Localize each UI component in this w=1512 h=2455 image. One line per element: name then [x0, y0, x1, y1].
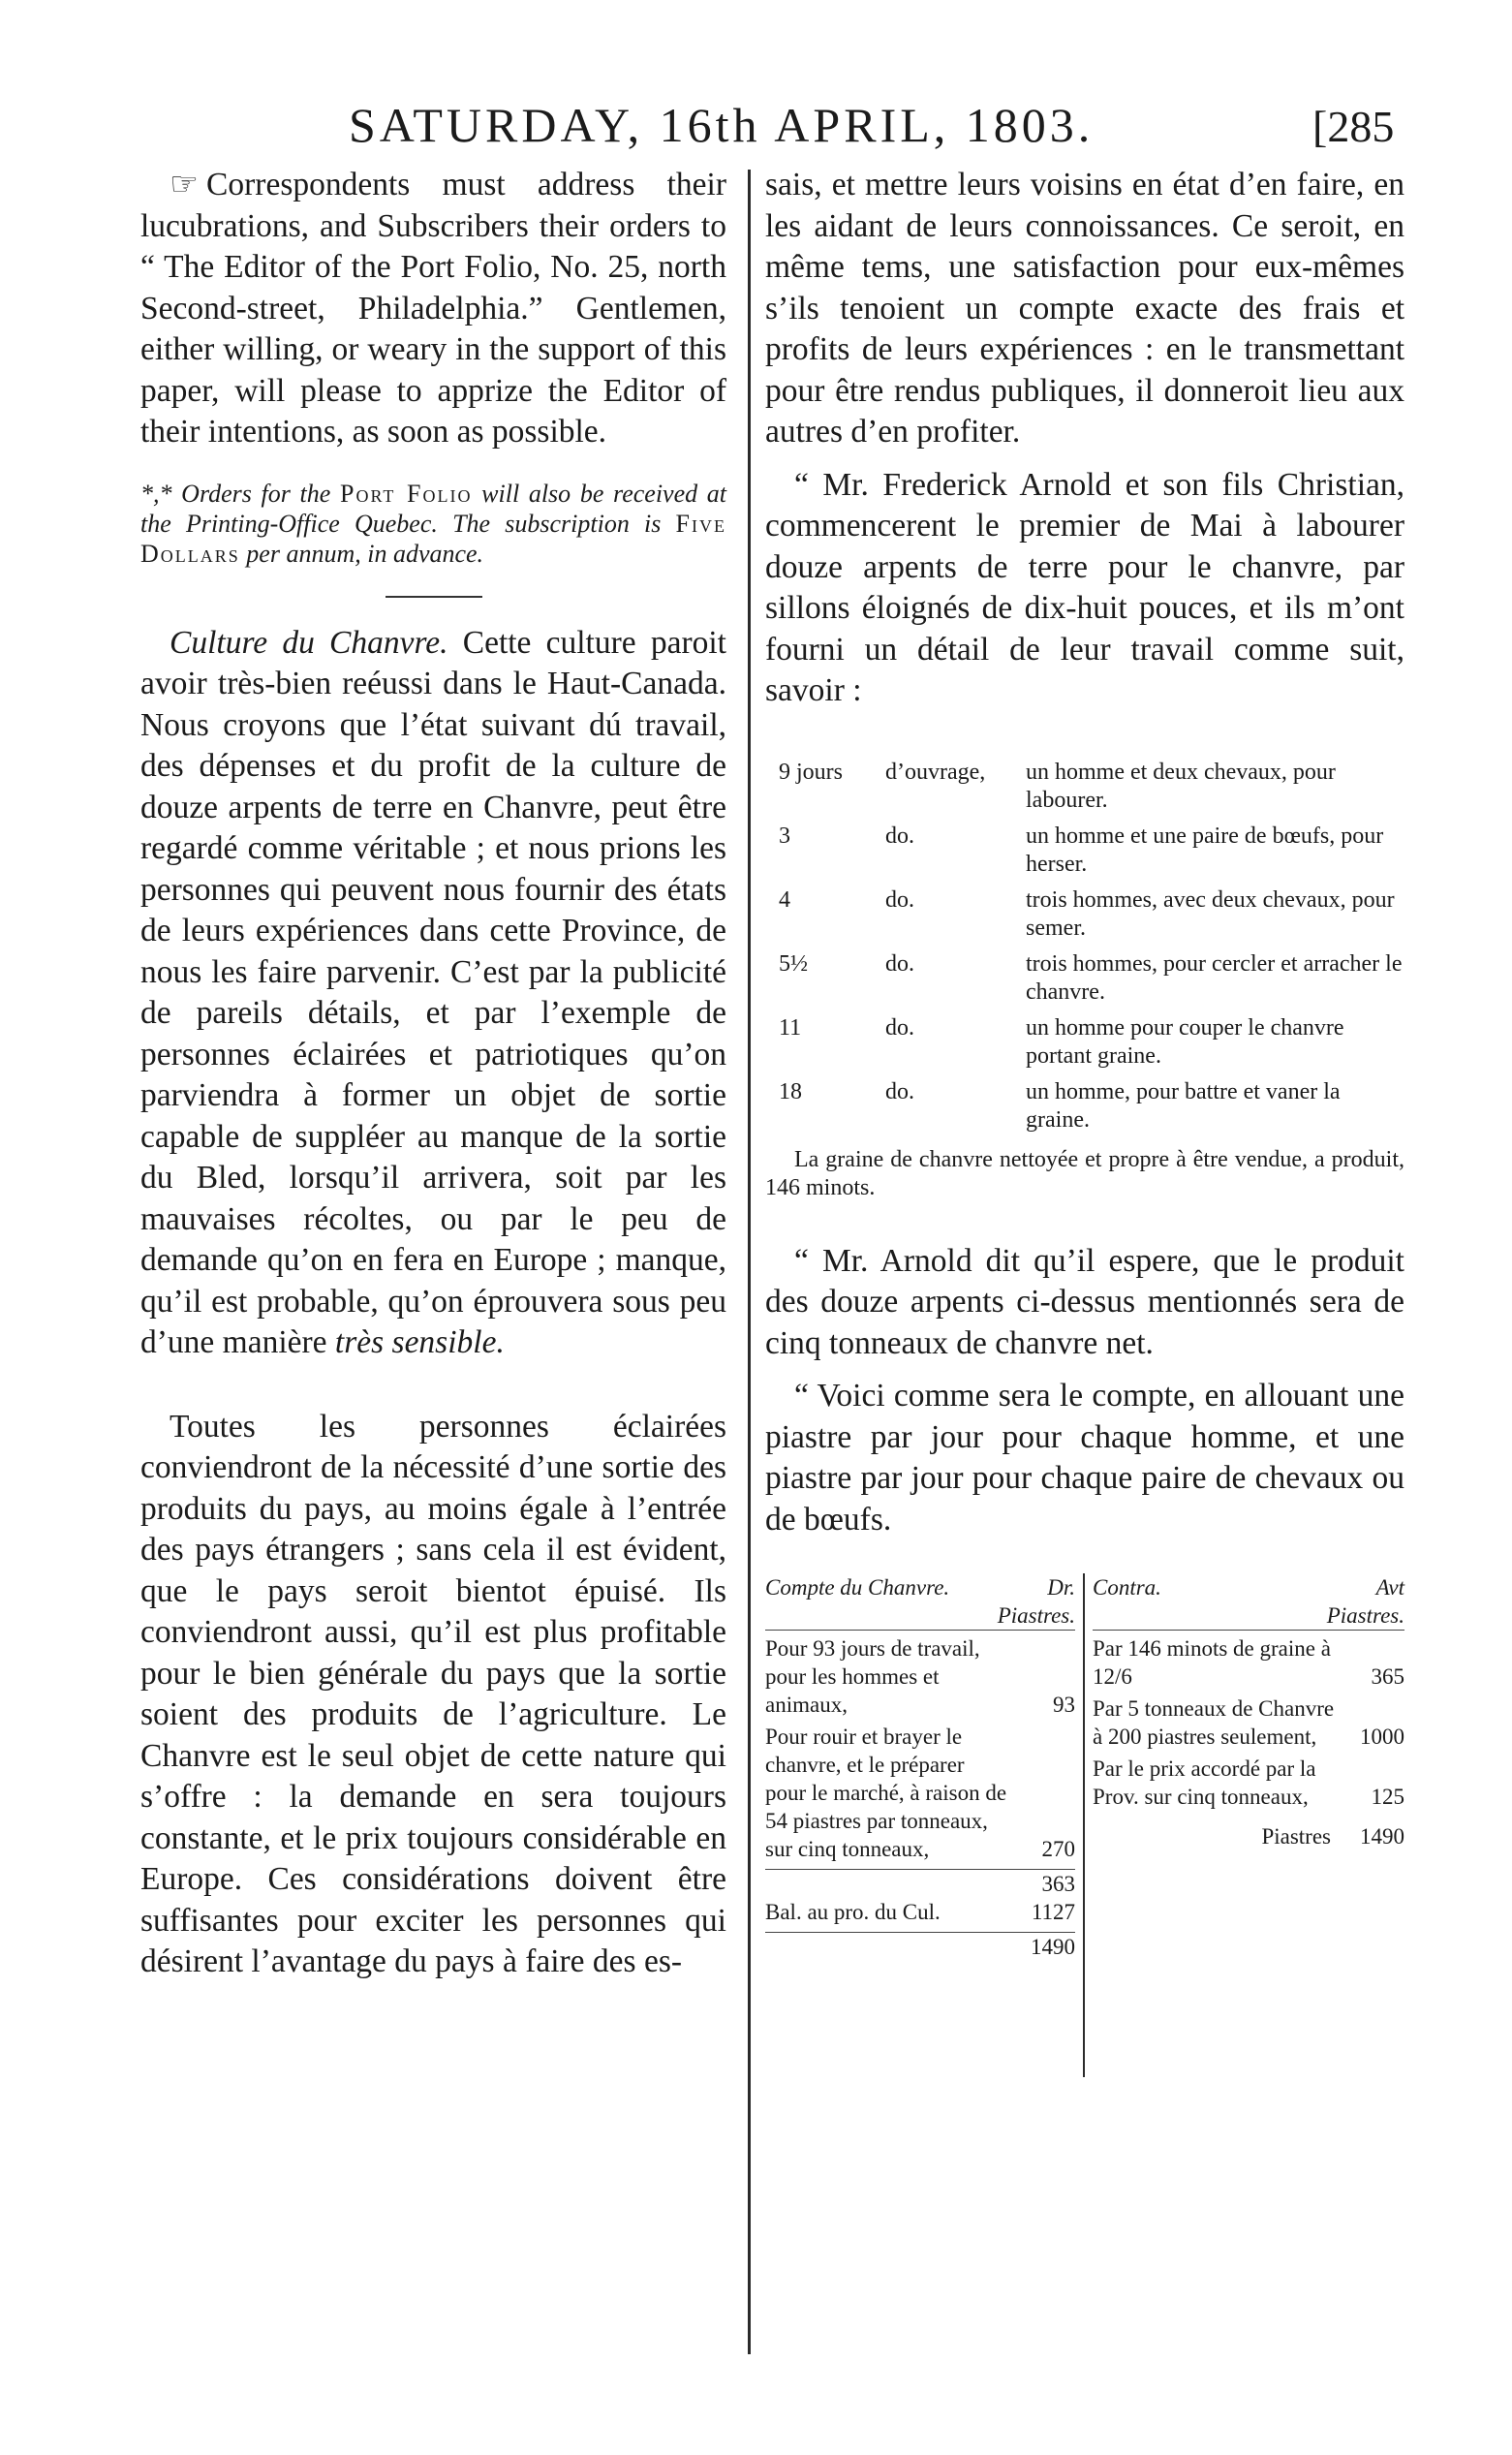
credit-avt: Avt [1375, 1575, 1404, 1600]
debit-subtotal: 363 [765, 1869, 1075, 1898]
credit-row [1093, 1755, 1404, 1811]
labour-unit: do. [885, 1078, 914, 1104]
labour-row [765, 886, 1404, 950]
culture-article [140, 623, 726, 1364]
labour-days: 9 jours [779, 759, 843, 785]
hemp-account [765, 1573, 1404, 2097]
credit-row [1093, 1634, 1404, 1691]
account-debit [765, 1573, 1075, 1961]
page-header [0, 97, 1512, 165]
labour-row [765, 759, 1404, 823]
credit-unit: Piastres. [1093, 1601, 1404, 1631]
credit-row-text: Par 146 minots de graine à 12/6 [1093, 1636, 1331, 1689]
labour-task: trois hommes, pour cercler et arracher le chanvre. [1026, 950, 1403, 1005]
labour-unit: do. [885, 1014, 914, 1041]
balance-row [765, 1898, 1075, 1926]
debit-row-amount: 93 [1053, 1693, 1075, 1717]
labour-days: 18 [779, 1078, 802, 1104]
running-title: SATURDAY, 16th APRIL, 1803. [349, 98, 1095, 152]
page-number: [285 [1312, 102, 1395, 151]
account-divider [1083, 1573, 1085, 2077]
labour-task: un homme et deux chevaux, pour labourer. [1026, 759, 1336, 813]
credit-row-amount: 365 [1371, 1664, 1404, 1689]
labour-task: trois hommes, avec deux chevaux, pour semer. [1026, 886, 1395, 941]
debit-row [765, 1634, 1075, 1719]
labour-days: 4 [779, 886, 790, 913]
debit-title: Compte du Chanvre. [765, 1575, 950, 1600]
labour-unit: do. [885, 886, 914, 913]
labour-task: un homme pour couper le chanvre portant graine. [1026, 1014, 1344, 1069]
culture-title: Culture du Chanvre. [170, 624, 448, 661]
labour-task: un homme, pour battre et vaner la graine. [1026, 1078, 1341, 1133]
credit-heading [1093, 1573, 1404, 1601]
labour-task: un homme et une paire de bœufs, pour herser. [1026, 823, 1384, 877]
labour-unit: d’ouvrage, [885, 759, 986, 785]
balance-amount: 1127 [1031, 1900, 1075, 1924]
labour-table [765, 759, 1404, 1142]
labour-unit: do. [885, 823, 914, 849]
account-credit [1093, 1573, 1404, 1850]
produit-paragraph: “ Mr. Arnold dit qu’il espere, que le produit des douze arpents ci-dessus mentionnés sera de cinq tonneaux de chanvre net. [765, 1242, 1404, 1361]
labour-days: 11 [779, 1014, 802, 1041]
credit-row [1093, 1694, 1404, 1751]
labour-row [765, 950, 1404, 1014]
credit-row-amount: 125 [1371, 1785, 1404, 1809]
subscription-notice [140, 479, 726, 569]
debit-row-text: Pour rouir et brayer le chanvre, et le préparer pour le marché, à raison de 54 piastres par tonneaux, sur cinq tonneaux, [765, 1725, 1007, 1861]
debit-unit: Piastres. [765, 1601, 1075, 1631]
labour-row [765, 823, 1404, 886]
debit-total: 1490 [765, 1932, 1075, 1961]
paragraph-gap [140, 1364, 726, 1407]
right-column [765, 165, 1404, 2097]
correspondents-notice [140, 165, 726, 453]
notice-text: Correspondents must address their lucubrations, and Subscribers their orders to “ The Editor of the Port Folio, No. 25, north Second-street, Philadelphia.” Gentlemen, either willing, or weary in the support of this paper, will please to apprize the Editor of their intentions, as soon as possible. [140, 167, 726, 450]
credit-total-label: Piastres [1261, 1824, 1331, 1849]
labour-unit: do. [885, 950, 914, 977]
credit-title: Contra. [1093, 1575, 1161, 1600]
column-divider [748, 170, 751, 2354]
credit-total: 1490 [1360, 1824, 1404, 1849]
culture-text: Cette culture paroit avoir très-bien reéussi dans le Haut-Canada. Nous croyons que l’état suivant dú travail, des dépenses et du profit de la culture de douze arpents de terre en Chanvre, peut être regardé comme véritable ; et nous prions les personnes qui peuvent nous fournir des états de leurs expériences dans cette Province, de nous les faire parvenir. C’est par la publicité de pareils détails, et par l’exemple de personnes éclairées et patriotiques qu’on parviendra à former un objet de sortie capable de suppléer au manque de la sortie du Bled, lorsqu’il arrivera, soit par les mauvaises récoltes, ou par le peu de demande qu’on en fera en Europe ; manque, qu’il est probable, qu’on éprouvera sous peu d’une manière [140, 624, 726, 1360]
debit-dr: Dr. [1047, 1575, 1075, 1600]
arnold-paragraph: “ Mr. Frederick Arnold et son fils Christian, commencerent le premier de Mai à labourer douze arpents de terre pour le chanvre, par sillons éloignés de dix-huit pouces, et ils m’ont fourni un détail de leur travail comme suit, savoir : [765, 466, 1404, 708]
balance-label: Bal. au pro. du Cul. [765, 1900, 941, 1924]
orders-price: Five Dollars [140, 509, 726, 568]
culture-emphasis: très sensible. [334, 1324, 505, 1360]
debit-row [765, 1723, 1075, 1863]
labour-days: 3 [779, 823, 790, 849]
debit-row-amount: 270 [1041, 1837, 1075, 1861]
essais-paragraph: sais, et mettre leurs voisins en état d’en faire, en les aidant de leurs connoissances. Ce seroit, en même tems, une satisfaction pour eux-mêmes s’ils tenoient un compte exacte des frais et profits de leurs expériences : en le transmettant pour être rendus publiques, il donneroit lieu aux autres d’en profiter. [765, 167, 1404, 450]
credit-row-amount: 1000 [1360, 1725, 1404, 1749]
section-rule [386, 596, 482, 598]
credit-row-text: Par le prix accordé par la Prov. sur cinq tonneaux, [1093, 1756, 1316, 1809]
orders-text-c: per annum, in advance. [239, 539, 484, 568]
labour-days: 5½ [779, 950, 808, 977]
orders-port-folio: Port Folio [339, 479, 473, 508]
left-column [140, 165, 726, 1983]
pointing-hand-icon: ☞ [170, 167, 200, 202]
credit-row-text: Par 5 tonneaux de Chanvre à 200 piastres seulement, [1093, 1696, 1335, 1749]
orders-text-a: *,* Orders for the [140, 479, 340, 508]
orders-text-b: will also be received at the Printing-Office Quebec. The subscription is [140, 479, 727, 538]
labour-note: La graine de chanvre nettoyée et propre à être vendue, a produit, 146 minots. [765, 1146, 1404, 1200]
labour-row [765, 1014, 1404, 1078]
credit-total-row [1093, 1822, 1404, 1850]
debit-heading [765, 1573, 1075, 1601]
debit-row-text: Pour 93 jours de travail, pour les hommes et animaux, [765, 1636, 980, 1717]
compte-paragraph: “ Voici comme sera le compte, en allouant une piastre par jour pour chaque homme, et une piastre par jour pour chaque paire de chevaux ou de bœufs. [765, 1378, 1404, 1538]
toutes-paragraph: Toutes les personnes éclairées conviendront de la nécessité d’une sortie des produits du pays, au moins égale à l’entrée des pays étrangers ; sans cela il est évident, que le pays seroit bientot épuisé. Ils conviendront aussi, qu’il est plus profitable pour le bien générale du pays que la sortie soient des produits de l’agriculture. Le Chanvre est le seul objet de cette nature qui s’offre : la demande en sera toujours constante, et le prix toujours considérable en Europe. Ces considérations doivent être suffisantes pour exciter les personnes qui désirent l’avantage du pays à faire des es- [140, 1408, 726, 1979]
labour-row [765, 1078, 1404, 1142]
